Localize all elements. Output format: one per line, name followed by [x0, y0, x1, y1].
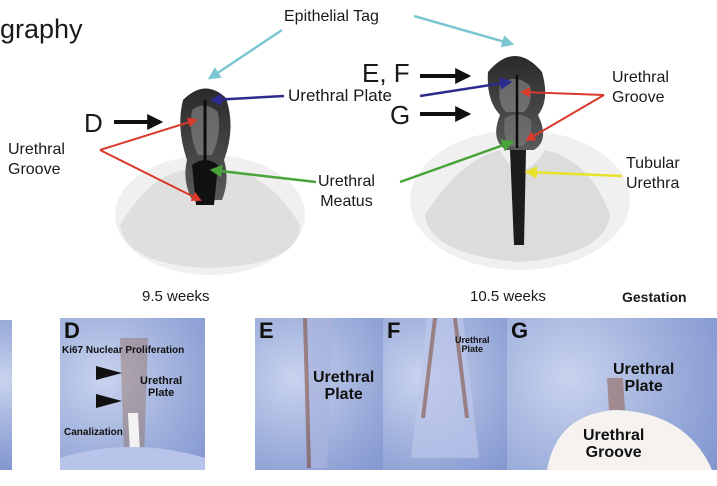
panel-d [60, 318, 205, 470]
panel-g-letter: G [511, 318, 529, 343]
arrowhead-1 [96, 366, 122, 380]
label-urethral-groove-right: Urethral Groove [612, 69, 669, 106]
panel-d-plate: Urethral Plate [140, 375, 183, 399]
panel-f [383, 318, 507, 470]
panel-e [255, 318, 383, 470]
panel-left-strip [0, 320, 12, 470]
label-tubular-urethra: Tubular Urethra [626, 155, 680, 192]
panel-g-plate: Urethral Plate [613, 361, 675, 395]
panel-d-ki67: Ki67 Nuclear Proliferation [62, 345, 185, 356]
panel-d-overlay [60, 318, 205, 470]
panel-e-letter: E [259, 318, 274, 343]
marker-d-letter: D [84, 108, 103, 138]
specimen-right [410, 56, 630, 270]
label-epithelial-tag: Epithelial Tag [284, 8, 379, 25]
caption-left-age: 9.5 weeks [142, 288, 210, 305]
marker-g-letter: G [390, 100, 411, 130]
caption-gestation: Gestation [622, 289, 687, 305]
panel-f-letter: F [387, 318, 401, 343]
panel-g-groove: Urethral Groove [583, 427, 645, 461]
header-title-fragment: graphy [0, 14, 83, 44]
label-urethral-plate: Urethral Plate [288, 86, 392, 105]
label-urethral-meatus: Urethral Meatus [318, 173, 375, 210]
marker-ef-letter: E, F [362, 58, 410, 88]
arrow-epithelial-tag-left [210, 30, 282, 78]
panel-e-plate: Urethral Plate [313, 369, 375, 403]
panel-d-canalization: Canalization [64, 427, 123, 438]
specimen-left [115, 88, 305, 275]
arrowhead-2 [96, 394, 122, 408]
panel-d-letter: D [64, 318, 80, 343]
panel-f-plate: Urethral Plate [455, 335, 490, 355]
panel-g [507, 318, 717, 470]
caption-right-age: 10.5 weeks [470, 288, 546, 305]
label-urethral-groove-left: Urethral Groove [8, 141, 65, 178]
arrow-epithelial-tag-right [414, 16, 512, 44]
